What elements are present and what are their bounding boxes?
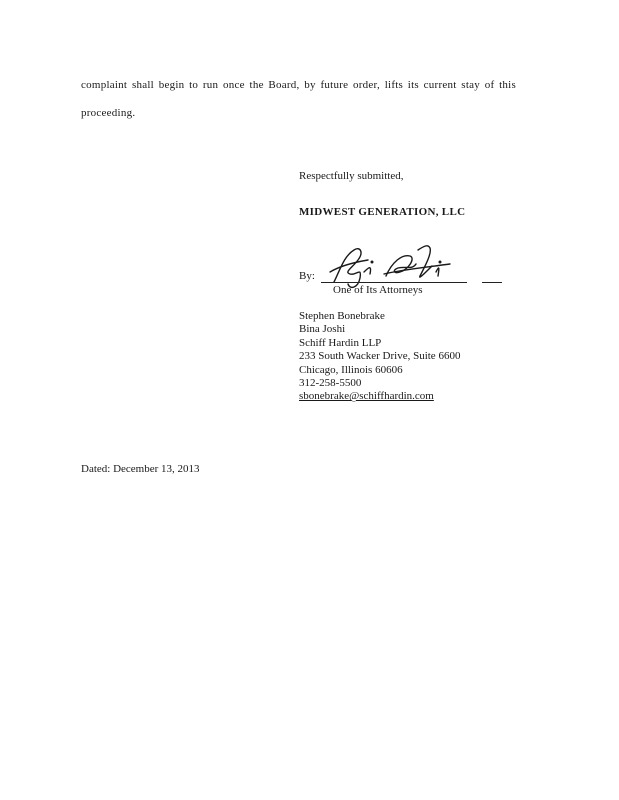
law-firm-name: Schiff Hardin LLP bbox=[299, 336, 382, 349]
city-state-zip: Chicago, Illinois 60606 bbox=[299, 363, 403, 376]
attorney-name: Bina Joshi bbox=[299, 323, 346, 336]
signature-line bbox=[321, 282, 467, 283]
phone-number: 312-258-5500 bbox=[299, 377, 362, 390]
body-text-line: proceeding. bbox=[81, 107, 136, 119]
by-label: By: bbox=[299, 270, 315, 282]
signature-caption: One of Its Attorneys bbox=[333, 284, 423, 296]
street-address: 233 South Wacker Drive, Suite 6600 bbox=[299, 350, 461, 363]
body-text-line: complaint shall begin to run once the Board, by future order, lifts its current stay of this bbox=[81, 79, 516, 91]
signature-line-tail bbox=[482, 282, 502, 283]
attorney-address-block bbox=[299, 310, 460, 404]
attorney-name: Stephen Bonebrake bbox=[299, 310, 385, 322]
company-name: MIDWEST GENERATION, LLC bbox=[299, 206, 466, 218]
closing-salutation: Respectfully submitted, bbox=[299, 170, 404, 182]
email-link[interactable]: sbonebrake@schiffhardin.com bbox=[299, 390, 434, 403]
dated-line: Dated: December 13, 2013 bbox=[81, 463, 200, 475]
